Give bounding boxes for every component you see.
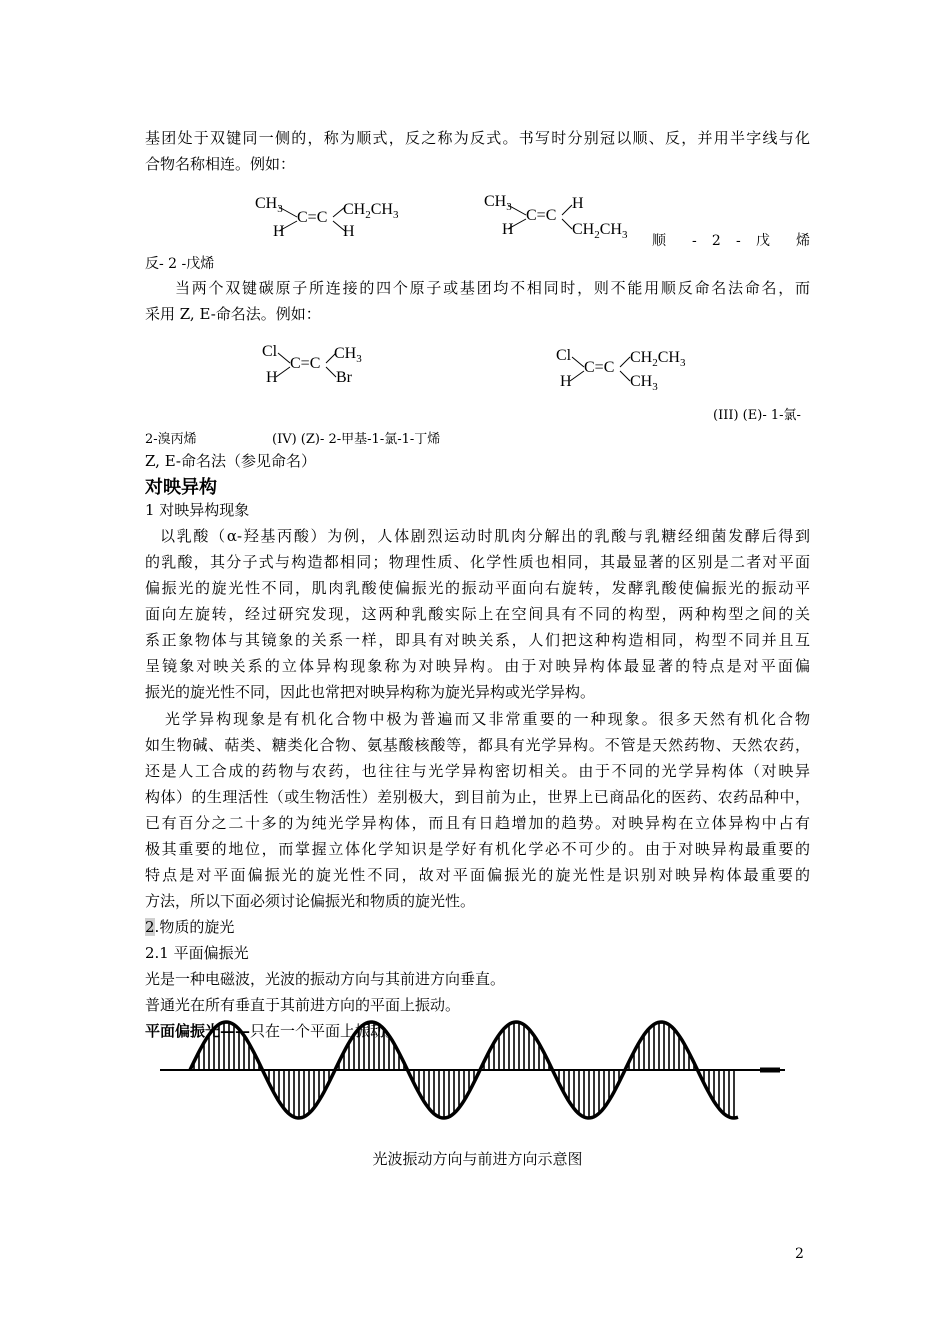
para2-line-5: 已有百分之二十多的为纯光学异构体，而且有日趋增加的趋势。对映异构在立体异构中占有: [145, 814, 810, 832]
formula-1-center: C=C: [297, 209, 328, 226]
light-line-1: 光是一种电磁波，光波的振动方向与其前进方向垂直。: [145, 970, 506, 988]
formula-ze-3: [262, 343, 392, 393]
ze-paragraph-line-2: 采用 Z, E-命名法。例如：: [145, 305, 321, 323]
intro-line-2: 合物名称相连。例如：: [145, 155, 296, 173]
section-title: 对映异构: [145, 477, 217, 498]
formula-ze-4: [556, 347, 706, 397]
para1-line-7: 振光的旋光性不同，因此也常把对映异构称为旋光异构或光学异构。: [145, 683, 596, 701]
label-formula-iv: (IV) (Z)- 2-甲基-1-氯-1-丁烯: [272, 432, 441, 447]
polarized-light-term: 平面偏振光——: [145, 1022, 251, 1040]
subsection-2-1-title: 2.1 平面偏振光: [145, 944, 249, 962]
formula-3-center: C=C: [290, 355, 321, 372]
para2-line-1: 光学异构现象是有机化合物中极为普遍而又非常重要的一种现象。很多天然有机化合物: [165, 710, 810, 728]
para1-line-1: 以乳酸（α-羟基丙酸）为例，人体剧烈运动时肌肉分解出的乳酸与乳糖经细菌发酵后得到: [160, 527, 810, 545]
formula-3-bonds: [262, 343, 392, 393]
ze-reference-line: Z, E-命名法（参见命名）: [145, 452, 316, 470]
label-trans-2-pentene: 反- 2 -戊烯: [145, 256, 215, 272]
formula-4-bottom-left: H: [560, 373, 572, 390]
para2-line-6: 极其重要的地位，而掌握立体化学知识是学好有机化学必不可少的。由于对映异构最重要的: [145, 840, 810, 858]
label-formula-iii-cont: 2-溴丙烯: [145, 432, 197, 447]
figure-caption: 光波振动方向与前进方向示意图: [372, 1150, 583, 1168]
formula-3-bottom-right: Br: [336, 369, 352, 386]
formula-1-top-left: $CH_3$: [255, 195, 283, 216]
para2-line-3: 还是人工合成的药物与农药，也往往与光学异构密切相关。由于不同的光学异构体（对映异: [145, 762, 810, 780]
para1-line-3: 偏振光的旋光性不同，肌肉乳酸使偏振光的振动平面向右旋转，发酵乳酸使偏振光的振动平: [145, 579, 810, 597]
formula-trans-2: [484, 193, 644, 243]
formula-2-bottom-left: H: [502, 221, 514, 238]
label-cis-2-pentene: 顺 - 2 - 戊 烯: [652, 233, 810, 249]
formula-4-top-right: $CH_2CH_3$: [630, 349, 686, 370]
formula-4-top-left: Cl: [556, 347, 572, 364]
formula-3-top-left: Cl: [262, 343, 278, 360]
polarized-light-desc: 只在一个平面上振动。: [250, 1022, 401, 1040]
ze-paragraph-line-1: 当两个双键碳原子所连接的四个原子或基团均不相同时，则不能用顺反命名法命名，而: [175, 279, 810, 297]
formula-1-bottom-left: H: [273, 223, 285, 240]
label-formula-iii: (III) (E)- 1-氯-: [713, 408, 801, 423]
formula-3-bottom-left: H: [266, 369, 278, 386]
para2-line-8: 方法，所以下面必须讨论偏振光和物质的旋光性。: [145, 892, 476, 910]
para1-line-5: 系正象物体与其镜象的关系一样，即具有对映关系，人们把这种构造相同，构型不同并且互: [145, 631, 810, 649]
formula-2-center: C=C: [526, 207, 557, 224]
page-number: 2: [795, 1246, 804, 1262]
formula-3-top-right: $CH_3$: [334, 345, 362, 366]
formula-4-center: C=C: [584, 359, 615, 376]
formula-2-bottom-right: $CH_2CH_3$: [572, 221, 628, 242]
para2-line-4: 构体）的生理活性（或生物活性）差别极大，到目前为止，世界上已商品化的医药、农药品种中，: [145, 788, 810, 806]
subsection-2-number: 2: [145, 918, 155, 936]
light-wave-figure: [160, 1018, 790, 1128]
formula-1-bottom-right: H: [343, 223, 355, 240]
formula-2-top-left: $CH_3$: [484, 193, 512, 214]
para1-line-6: 呈镜象对映关系的立体异构现象称为对映异构。由于对映异构体最显著的特点是对平面偏: [145, 657, 810, 675]
subsection-2-title-text: .物质的旋光: [154, 918, 235, 936]
para1-line-4: 面向左旋转，经过研究发现，这两种乳酸实际上在空间具有不同的构型，两种构型之间的关: [145, 605, 810, 623]
formula-4-bottom-right: $CH_3$: [630, 373, 658, 394]
formula-2-top-right: H: [572, 195, 584, 212]
subsection-1-title: 1 对映异构现象: [145, 501, 250, 519]
para2-line-2: 如生物碱、萜类、糖类化合物、氨基酸核酸等，都具有光学异构。不管是天然药物、天然农药，: [145, 736, 810, 754]
formula-cis-1: [255, 195, 415, 245]
light-line-2: 普通光在所有垂直于其前进方向的平面上振动。: [145, 996, 461, 1014]
formula-1-top-right: $CH_2CH_3$: [343, 201, 399, 222]
para1-line-2: 的乳酸，其分子式与构造都相同；物理性质、化学性质也相同，其最显著的区别是二者对平面: [145, 553, 810, 571]
subsection-2-title: [145, 914, 810, 940]
intro-line-1: 基团处于双键同一侧的，称为顺式，反之称为反式。书写时分别冠以顺、反，并用半字线与化: [145, 129, 810, 147]
para2-line-7: 特点是对平面偏振光的旋光性不同，故对平面偏振光的旋光性是识别对映异构体最重要的: [145, 866, 810, 884]
